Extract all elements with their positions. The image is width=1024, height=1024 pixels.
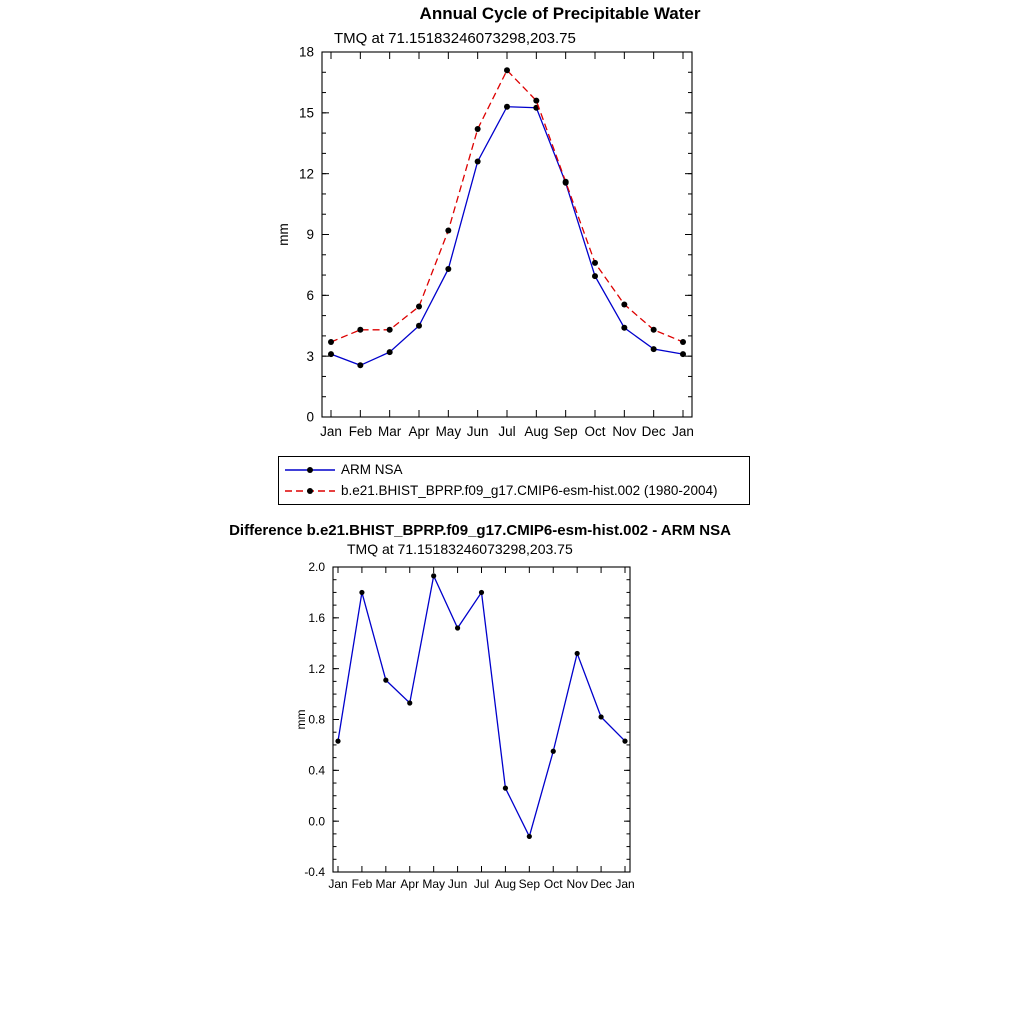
x-tick-label: Jun — [447, 877, 468, 891]
data-point-marker — [431, 573, 436, 578]
data-point-marker — [445, 227, 451, 233]
y-tick-label: -0.4 — [304, 865, 325, 880]
x-tick-label: May — [435, 424, 462, 439]
data-point-marker — [621, 301, 627, 307]
y-tick-label: 0.4 — [308, 763, 325, 778]
data-point-marker — [335, 739, 340, 744]
series-line-0 — [338, 576, 625, 837]
x-tick-label: Oct — [584, 424, 606, 439]
x-tick-label: May — [422, 877, 446, 891]
data-point-marker — [475, 126, 481, 132]
y-axis-title: mm — [276, 223, 291, 246]
y-tick-label: 1.6 — [308, 611, 325, 626]
legend-item-arm-nsa — [279, 459, 749, 480]
bottom-chart — [270, 515, 690, 905]
data-point-marker — [598, 714, 603, 719]
data-point-marker — [680, 351, 686, 357]
x-tick-label: Mar — [378, 424, 402, 439]
data-point-marker — [533, 98, 539, 104]
data-point-marker — [651, 346, 657, 352]
data-point-marker — [680, 339, 686, 345]
data-point-marker — [592, 260, 598, 266]
series-line-0 — [331, 107, 683, 366]
y-tick-label: 1.2 — [308, 661, 325, 676]
x-tick-label: Dec — [641, 424, 666, 439]
data-point-marker — [475, 159, 481, 165]
bottom-chart-subtitle: TMQ at 71.15183246073298,203.75 — [347, 541, 573, 557]
data-point-marker — [328, 339, 334, 345]
data-point-marker — [455, 625, 460, 630]
x-tick-label: Jul — [498, 424, 516, 439]
data-point-marker — [551, 749, 556, 754]
data-point-marker — [445, 266, 451, 272]
data-point-marker — [407, 700, 412, 705]
x-tick-label: Apr — [408, 424, 430, 439]
data-point-marker — [387, 349, 393, 355]
data-point-marker — [563, 179, 569, 185]
x-tick-label: Apr — [400, 877, 420, 891]
y-axis — [304, 560, 630, 879]
y-tick-label: 0.0 — [308, 814, 325, 829]
legend-label-arm-nsa: ARM NSA — [341, 462, 403, 477]
x-tick-label: Mar — [375, 877, 397, 891]
data-point-marker — [622, 739, 627, 744]
data-point-marker — [359, 590, 364, 595]
top-chart-subtitle: TMQ at 71.15183246073298,203.75 — [334, 30, 576, 47]
data-point-marker — [357, 327, 363, 333]
x-tick-label: Sep — [553, 424, 578, 439]
x-tick-label: Nov — [566, 877, 588, 891]
data-point-marker — [416, 323, 422, 329]
y-tick-label: 3 — [306, 348, 314, 364]
data-point-marker — [383, 678, 388, 683]
x-tick-label: Oct — [543, 877, 563, 891]
x-axis — [320, 52, 694, 439]
legend-label-model: b.e21.BHIST_BPRP.f09_g17.CMIP6-esm-hist.002 (1980-2004) — [341, 483, 718, 498]
series-0 — [335, 573, 627, 839]
data-point-marker — [328, 351, 334, 357]
x-tick-label: Aug — [494, 877, 517, 891]
y-tick-label: 0 — [306, 409, 314, 425]
series-0 — [328, 104, 686, 369]
x-tick-label: Feb — [348, 424, 372, 439]
data-point-marker — [504, 67, 510, 73]
legend-line-dashed-icon — [283, 483, 339, 499]
data-point-marker — [503, 786, 508, 791]
top-chart-title: Annual Cycle of Precipitable Water — [419, 4, 701, 23]
x-axis — [328, 567, 634, 891]
x-tick-label: Aug — [524, 424, 549, 439]
bottom-chart-title: Difference b.e21.BHIST_BPRP.f09_g17.CMIP6-esm-hist.002 - ARM NSA — [229, 522, 731, 539]
data-point-marker — [479, 590, 484, 595]
y-tick-label: 2.0 — [308, 560, 325, 575]
data-point-marker — [357, 362, 363, 368]
top-chart — [250, 30, 770, 460]
x-tick-label: Jan — [615, 877, 635, 891]
data-point-marker — [416, 303, 422, 309]
series-line-1 — [331, 70, 683, 342]
x-tick-label: Jan — [320, 424, 342, 439]
x-tick-label: Jun — [466, 424, 489, 439]
x-tick-label: Dec — [590, 877, 612, 891]
x-tick-label: Jan — [328, 877, 348, 891]
data-point-marker — [527, 834, 532, 839]
y-axis — [299, 45, 692, 425]
x-tick-label: Jul — [473, 877, 490, 891]
data-point-marker — [621, 325, 627, 331]
y-tick-label: 12 — [298, 166, 314, 182]
x-tick-label: Nov — [612, 424, 637, 439]
x-tick-label: Jan — [672, 424, 694, 439]
data-point-marker — [575, 651, 580, 656]
y-tick-label: 0.8 — [308, 712, 325, 727]
y-axis-title: mm — [294, 709, 308, 730]
x-tick-label: Feb — [351, 877, 373, 891]
legend-line-solid-icon — [283, 462, 339, 478]
plot-frame — [333, 567, 630, 872]
legend-item-model — [279, 480, 749, 501]
data-point-marker — [504, 104, 510, 110]
y-tick-label: 18 — [298, 44, 314, 60]
data-point-marker — [387, 327, 393, 333]
y-tick-label: 6 — [306, 288, 314, 304]
x-tick-label: Sep — [518, 877, 541, 891]
y-tick-label: 9 — [306, 227, 314, 243]
data-point-marker — [592, 273, 598, 279]
y-tick-label: 15 — [298, 105, 314, 121]
legend — [278, 456, 750, 505]
data-point-marker — [651, 327, 657, 333]
